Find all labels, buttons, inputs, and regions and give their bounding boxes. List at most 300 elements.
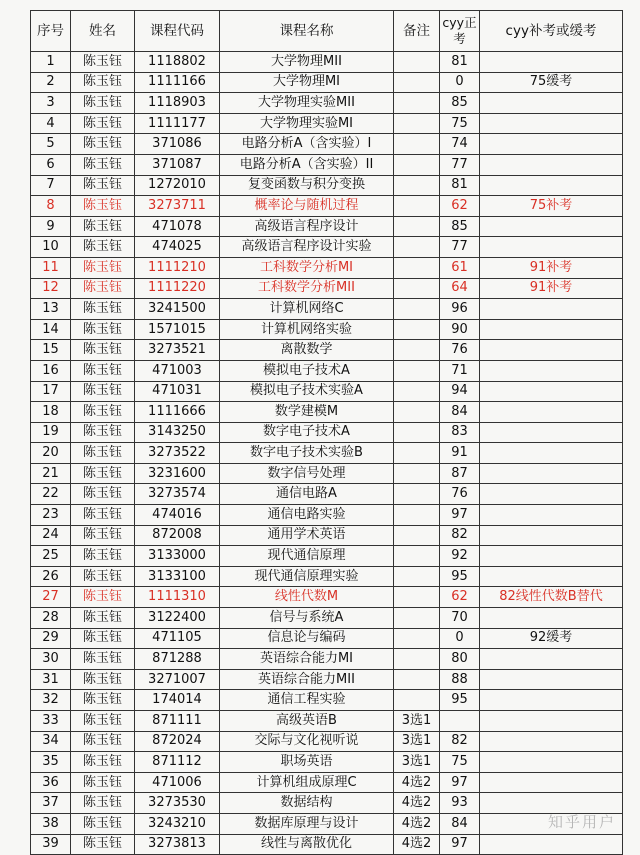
- cell-score: 62: [440, 196, 480, 217]
- cell-makeup: [480, 546, 623, 567]
- cell-name: 陈玉钰: [71, 649, 135, 670]
- cell-name: 陈玉钰: [71, 196, 135, 217]
- table-row: [31, 443, 623, 464]
- cell-course-name: 通信工程实验: [220, 690, 394, 711]
- cell-note: [394, 299, 440, 320]
- cell-note: [394, 669, 440, 690]
- cell-name: 陈玉钰: [71, 752, 135, 773]
- cell-course-name: 数学建模M: [220, 402, 394, 423]
- cell-name: 陈玉钰: [71, 463, 135, 484]
- table-row: [31, 813, 623, 834]
- cell-name: 陈玉钰: [71, 52, 135, 73]
- cell-course-code: 871112: [135, 752, 220, 773]
- cell-course-code: 471003: [135, 360, 220, 381]
- cell-course-name: 高级英语B: [220, 711, 394, 732]
- table-row: [31, 278, 623, 299]
- cell-score: 94: [440, 381, 480, 402]
- table-row: [31, 669, 623, 690]
- cell-seq: 13: [31, 299, 71, 320]
- cell-course-name: 复变函数与积分变换: [220, 175, 394, 196]
- cell-name: 陈玉钰: [71, 402, 135, 423]
- cell-makeup: [480, 134, 623, 155]
- cell-name: 陈玉钰: [71, 587, 135, 608]
- cell-makeup: [480, 834, 623, 855]
- cell-makeup: [480, 752, 623, 773]
- cell-name: 陈玉钰: [71, 566, 135, 587]
- cell-seq: 2: [31, 72, 71, 93]
- cell-note: [394, 237, 440, 258]
- cell-note: [394, 484, 440, 505]
- cell-course-code: 3133000: [135, 546, 220, 567]
- cell-course-name: 线性与离散优化: [220, 834, 394, 855]
- cell-seq: 19: [31, 422, 71, 443]
- cell-course-code: 3273711: [135, 196, 220, 217]
- cell-score: 91: [440, 443, 480, 464]
- cell-course-code: 3273522: [135, 443, 220, 464]
- table-row: [31, 216, 623, 237]
- cell-name: 陈玉钰: [71, 525, 135, 546]
- cell-course-name: 工科数学分析MII: [220, 278, 394, 299]
- cell-seq: 29: [31, 628, 71, 649]
- cell-seq: 3: [31, 93, 71, 114]
- table-row: [31, 628, 623, 649]
- cell-course-name: 数字电子技术实验B: [220, 443, 394, 464]
- cell-note: 4选2: [394, 813, 440, 834]
- cell-course-code: 474016: [135, 505, 220, 526]
- cell-score: 0: [440, 628, 480, 649]
- table-row: [31, 72, 623, 93]
- cell-name: 陈玉钰: [71, 154, 135, 175]
- cell-name: 陈玉钰: [71, 216, 135, 237]
- cell-course-name: 大学物理实验MI: [220, 113, 394, 134]
- table-row: [31, 608, 623, 629]
- cell-course-name: 离散数学: [220, 340, 394, 361]
- cell-course-code: 1571015: [135, 319, 220, 340]
- table-row: [31, 319, 623, 340]
- cell-score: 76: [440, 484, 480, 505]
- cell-makeup: [480, 216, 623, 237]
- cell-seq: 8: [31, 196, 71, 217]
- cell-name: 陈玉钰: [71, 72, 135, 93]
- table-row: [31, 422, 623, 443]
- cell-course-name: 数据库原理与设计: [220, 813, 394, 834]
- cell-score: 0: [440, 72, 480, 93]
- cell-name: 陈玉钰: [71, 608, 135, 629]
- cell-note: 4选2: [394, 772, 440, 793]
- cell-score: 93: [440, 793, 480, 814]
- cell-score: 75: [440, 752, 480, 773]
- cell-course-name: 大学物理实验MII: [220, 93, 394, 114]
- cell-name: 陈玉钰: [71, 813, 135, 834]
- cell-seq: 15: [31, 340, 71, 361]
- cell-score: 75: [440, 113, 480, 134]
- cell-course-code: 3243210: [135, 813, 220, 834]
- cell-makeup: [480, 154, 623, 175]
- cell-score: 74: [440, 134, 480, 155]
- cell-note: [394, 422, 440, 443]
- cell-score: 62: [440, 587, 480, 608]
- table-row: [31, 587, 623, 608]
- cell-name: 陈玉钰: [71, 628, 135, 649]
- cell-course-name: 信息论与编码: [220, 628, 394, 649]
- cell-seq: 23: [31, 505, 71, 526]
- cell-course-code: 1111210: [135, 257, 220, 278]
- cell-seq: 32: [31, 690, 71, 711]
- cell-course-code: 471078: [135, 216, 220, 237]
- cell-seq: 24: [31, 525, 71, 546]
- cell-makeup: 82线性代数B替代: [480, 587, 623, 608]
- cell-makeup: [480, 649, 623, 670]
- table-row: [31, 52, 623, 73]
- cell-course-name: 计算机组成原理C: [220, 772, 394, 793]
- cell-score: 84: [440, 813, 480, 834]
- cell-score: 81: [440, 52, 480, 73]
- cell-course-name: 高级语言程序设计实验: [220, 237, 394, 258]
- cell-note: [394, 443, 440, 464]
- cell-makeup: 75缓考: [480, 72, 623, 93]
- cell-seq: 35: [31, 752, 71, 773]
- table-row: [31, 340, 623, 361]
- cell-note: [394, 546, 440, 567]
- header-seq: 序号: [31, 11, 71, 52]
- cell-name: 陈玉钰: [71, 113, 135, 134]
- cell-note: [394, 525, 440, 546]
- cell-name: 陈玉钰: [71, 381, 135, 402]
- cell-note: [394, 505, 440, 526]
- cell-makeup: 91补考: [480, 257, 623, 278]
- cell-makeup: [480, 93, 623, 114]
- cell-score: 97: [440, 772, 480, 793]
- table-row: [31, 505, 623, 526]
- cell-makeup: [480, 525, 623, 546]
- cell-seq: 18: [31, 402, 71, 423]
- cell-name: 陈玉钰: [71, 93, 135, 114]
- cell-makeup: 91补考: [480, 278, 623, 299]
- cell-makeup: [480, 340, 623, 361]
- table-row: [31, 834, 623, 855]
- cell-name: 陈玉钰: [71, 731, 135, 752]
- cell-name: 陈玉钰: [71, 299, 135, 320]
- cell-course-code: 3271007: [135, 669, 220, 690]
- cell-seq: 14: [31, 319, 71, 340]
- table-row: [31, 113, 623, 134]
- cell-seq: 30: [31, 649, 71, 670]
- cell-score: 92: [440, 546, 480, 567]
- cell-course-name: 职场英语: [220, 752, 394, 773]
- cell-name: 陈玉钰: [71, 669, 135, 690]
- cell-makeup: [480, 443, 623, 464]
- cell-course-name: 高级语言程序设计: [220, 216, 394, 237]
- cell-seq: 7: [31, 175, 71, 196]
- cell-course-name: 现代通信原理: [220, 546, 394, 567]
- cell-course-code: 371087: [135, 154, 220, 175]
- cell-note: [394, 93, 440, 114]
- watermark: 知乎用户: [547, 813, 616, 831]
- cell-course-name: 工科数学分析MI: [220, 257, 394, 278]
- cell-seq: 16: [31, 360, 71, 381]
- table-row: [31, 381, 623, 402]
- grade-table: [30, 10, 623, 855]
- cell-makeup: [480, 505, 623, 526]
- cell-course-code: 1118903: [135, 93, 220, 114]
- table-row: [31, 793, 623, 814]
- header-code: 课程代码: [135, 11, 220, 52]
- cell-note: [394, 381, 440, 402]
- cell-course-code: 3273530: [135, 793, 220, 814]
- cell-course-code: 1111666: [135, 402, 220, 423]
- cell-seq: 31: [31, 669, 71, 690]
- cell-name: 陈玉钰: [71, 505, 135, 526]
- cell-seq: 9: [31, 216, 71, 237]
- header-row: [31, 11, 623, 52]
- cell-seq: 11: [31, 257, 71, 278]
- cell-note: [394, 154, 440, 175]
- header-name: 姓名: [71, 11, 135, 52]
- cell-makeup: [480, 566, 623, 587]
- cell-course-name: 大学物理MI: [220, 72, 394, 93]
- cell-score: 97: [440, 834, 480, 855]
- cell-name: 陈玉钰: [71, 772, 135, 793]
- cell-note: [394, 649, 440, 670]
- cell-makeup: [480, 669, 623, 690]
- cell-makeup: [480, 711, 623, 732]
- cell-note: [394, 628, 440, 649]
- cell-name: 陈玉钰: [71, 278, 135, 299]
- cell-makeup: 92缓考: [480, 628, 623, 649]
- cell-course-code: 3133100: [135, 566, 220, 587]
- cell-course-name: 通用学术英语: [220, 525, 394, 546]
- cell-course-code: 471006: [135, 772, 220, 793]
- cell-name: 陈玉钰: [71, 134, 135, 155]
- cell-name: 陈玉钰: [71, 793, 135, 814]
- cell-note: [394, 360, 440, 381]
- cell-name: 陈玉钰: [71, 546, 135, 567]
- cell-course-name: 模拟电子技术A: [220, 360, 394, 381]
- cell-course-code: 3231600: [135, 463, 220, 484]
- cell-course-code: 3143250: [135, 422, 220, 443]
- cell-seq: 27: [31, 587, 71, 608]
- cell-note: [394, 175, 440, 196]
- cell-course-code: 3241500: [135, 299, 220, 320]
- table-row: [31, 196, 623, 217]
- cell-makeup: [480, 484, 623, 505]
- cell-name: 陈玉钰: [71, 711, 135, 732]
- cell-seq: 39: [31, 834, 71, 855]
- table-row: [31, 134, 623, 155]
- cell-course-name: 模拟电子技术实验A: [220, 381, 394, 402]
- cell-name: 陈玉钰: [71, 175, 135, 196]
- cell-seq: 34: [31, 731, 71, 752]
- cell-course-code: 471031: [135, 381, 220, 402]
- table-row: [31, 525, 623, 546]
- table-row: [31, 711, 623, 732]
- cell-makeup: [480, 772, 623, 793]
- table-row: [31, 299, 623, 320]
- cell-score: [440, 711, 480, 732]
- table-row: [31, 402, 623, 423]
- cell-makeup: [480, 402, 623, 423]
- cell-course-name: 通信电路实验: [220, 505, 394, 526]
- table-row: [31, 546, 623, 567]
- cell-score: 85: [440, 93, 480, 114]
- header-course: 课程名称: [220, 11, 394, 52]
- cell-note: [394, 340, 440, 361]
- cell-course-code: 1118802: [135, 52, 220, 73]
- cell-course-code: 3273521: [135, 340, 220, 361]
- table-row: [31, 690, 623, 711]
- table-row: [31, 257, 623, 278]
- cell-makeup: [480, 360, 623, 381]
- cell-course-name: 信号与系统A: [220, 608, 394, 629]
- cell-course-code: 3273574: [135, 484, 220, 505]
- table-row: [31, 175, 623, 196]
- cell-note: [394, 52, 440, 73]
- cell-seq: 5: [31, 134, 71, 155]
- cell-note: [394, 463, 440, 484]
- cell-course-name: 线性代数M: [220, 587, 394, 608]
- cell-course-name: 数据结构: [220, 793, 394, 814]
- cell-seq: 25: [31, 546, 71, 567]
- cell-name: 陈玉钰: [71, 237, 135, 258]
- header-score: cyy正考: [440, 11, 480, 52]
- cell-note: [394, 402, 440, 423]
- cell-score: 64: [440, 278, 480, 299]
- cell-note: [394, 608, 440, 629]
- table-row: [31, 649, 623, 670]
- cell-course-name: 电路分析A（含实验）I: [220, 134, 394, 155]
- cell-course-code: 3122400: [135, 608, 220, 629]
- cell-course-code: 871111: [135, 711, 220, 732]
- cell-note: [394, 72, 440, 93]
- cell-note: [394, 113, 440, 134]
- cell-score: 82: [440, 525, 480, 546]
- cell-note: [394, 216, 440, 237]
- cell-seq: 6: [31, 154, 71, 175]
- cell-course-name: 计算机网络实验: [220, 319, 394, 340]
- cell-makeup: [480, 690, 623, 711]
- cell-note: [394, 690, 440, 711]
- table-row: [31, 93, 623, 114]
- cell-score: 81: [440, 175, 480, 196]
- cell-makeup: [480, 52, 623, 73]
- cell-course-name: 数字信号处理: [220, 463, 394, 484]
- cell-course-code: 474025: [135, 237, 220, 258]
- cell-makeup: [480, 463, 623, 484]
- cell-note: [394, 587, 440, 608]
- table-row: [31, 237, 623, 258]
- cell-name: 陈玉钰: [71, 360, 135, 381]
- cell-score: 70: [440, 608, 480, 629]
- cell-makeup: [480, 175, 623, 196]
- cell-name: 陈玉钰: [71, 422, 135, 443]
- cell-seq: 17: [31, 381, 71, 402]
- cell-seq: 10: [31, 237, 71, 258]
- cell-seq: 38: [31, 813, 71, 834]
- cell-note: [394, 566, 440, 587]
- cell-course-name: 电路分析A（含实验）II: [220, 154, 394, 175]
- cell-makeup: [480, 319, 623, 340]
- cell-course-name: 通信电路A: [220, 484, 394, 505]
- cell-course-name: 交际与文化视听说: [220, 731, 394, 752]
- cell-course-code: 1111310: [135, 587, 220, 608]
- cell-seq: 20: [31, 443, 71, 464]
- cell-name: 陈玉钰: [71, 484, 135, 505]
- cell-seq: 22: [31, 484, 71, 505]
- cell-seq: 12: [31, 278, 71, 299]
- cell-score: 96: [440, 299, 480, 320]
- table-row: [31, 154, 623, 175]
- cell-score: 71: [440, 360, 480, 381]
- cell-course-code: 1111220: [135, 278, 220, 299]
- cell-score: 84: [440, 402, 480, 423]
- cell-score: 97: [440, 505, 480, 526]
- cell-note: 3选1: [394, 731, 440, 752]
- cell-makeup: [480, 113, 623, 134]
- cell-score: 85: [440, 216, 480, 237]
- cell-note: 3选1: [394, 711, 440, 732]
- cell-score: 76: [440, 340, 480, 361]
- cell-score: 77: [440, 154, 480, 175]
- cell-course-name: 英语综合能力MII: [220, 669, 394, 690]
- cell-seq: 26: [31, 566, 71, 587]
- cell-course-name: 大学物理MII: [220, 52, 394, 73]
- cell-course-code: 471105: [135, 628, 220, 649]
- cell-seq: 1: [31, 52, 71, 73]
- cell-makeup: 75补考: [480, 196, 623, 217]
- cell-name: 陈玉钰: [71, 834, 135, 855]
- cell-course-code: 3273813: [135, 834, 220, 855]
- cell-course-code: 371086: [135, 134, 220, 155]
- table-row: [31, 360, 623, 381]
- table-row: [31, 731, 623, 752]
- cell-name: 陈玉钰: [71, 319, 135, 340]
- cell-name: 陈玉钰: [71, 340, 135, 361]
- cell-score: 80: [440, 649, 480, 670]
- cell-name: 陈玉钰: [71, 257, 135, 278]
- cell-name: 陈玉钰: [71, 443, 135, 464]
- cell-makeup: [480, 237, 623, 258]
- cell-note: [394, 278, 440, 299]
- table-row: [31, 752, 623, 773]
- cell-score: 95: [440, 566, 480, 587]
- cell-score: 77: [440, 237, 480, 258]
- cell-note: 3选1: [394, 752, 440, 773]
- cell-note: [394, 257, 440, 278]
- table-row: [31, 566, 623, 587]
- cell-seq: 33: [31, 711, 71, 732]
- cell-score: 82: [440, 731, 480, 752]
- cell-score: 95: [440, 690, 480, 711]
- cell-course-code: 871288: [135, 649, 220, 670]
- cell-course-name: 英语综合能力MI: [220, 649, 394, 670]
- cell-course-code: 872008: [135, 525, 220, 546]
- cell-course-code: 872024: [135, 731, 220, 752]
- cell-seq: 36: [31, 772, 71, 793]
- cell-seq: 28: [31, 608, 71, 629]
- cell-name: 陈玉钰: [71, 690, 135, 711]
- cell-course-code: 1111177: [135, 113, 220, 134]
- table-row: [31, 772, 623, 793]
- header-note: 备注: [394, 11, 440, 52]
- grade-table-body: [31, 52, 623, 855]
- cell-course-name: 数字电子技术A: [220, 422, 394, 443]
- cell-makeup: [480, 299, 623, 320]
- cell-course-code: 1272010: [135, 175, 220, 196]
- cell-seq: 21: [31, 463, 71, 484]
- cell-makeup: [480, 608, 623, 629]
- cell-score: 87: [440, 463, 480, 484]
- cell-note: [394, 196, 440, 217]
